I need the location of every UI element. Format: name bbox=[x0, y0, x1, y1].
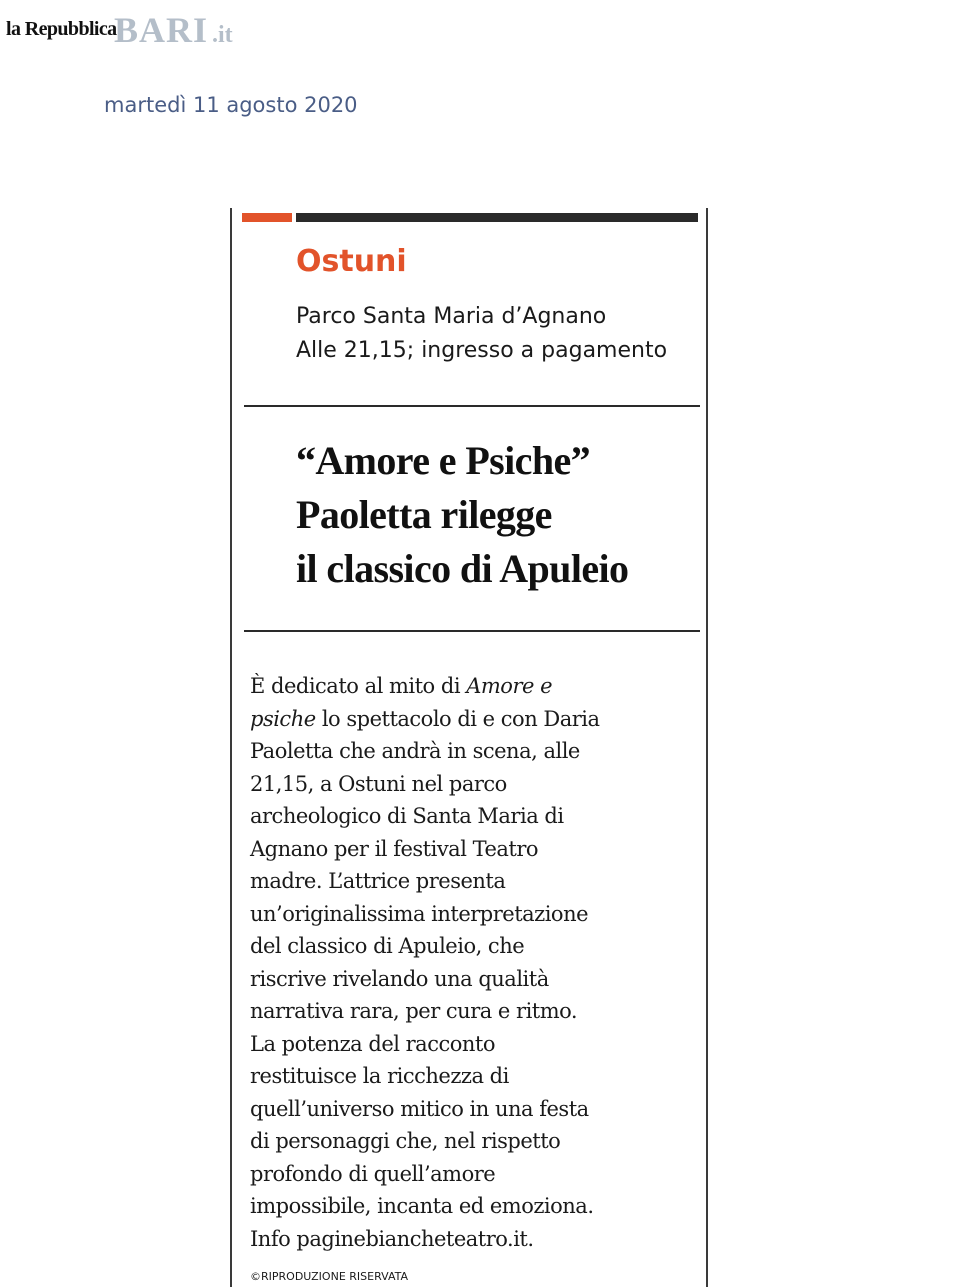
copyright-notice: ©RIPRODUZIONE RISERVATA bbox=[250, 1270, 409, 1283]
section-label: Ostuni bbox=[296, 244, 407, 279]
top-rule-bar bbox=[296, 213, 698, 222]
body-line: madre. L’attrice presenta bbox=[250, 869, 506, 893]
body-line: riscrive rivelando una qualità bbox=[250, 966, 549, 991]
body-line: impossibile, incanta ed emoziona. bbox=[250, 1194, 594, 1218]
masthead bbox=[6, 12, 266, 48]
body-line: Paoletta che andrà in scena, alle bbox=[250, 739, 580, 763]
clipping-left-rule bbox=[230, 208, 232, 1287]
body-line: un’originalissima interpretazione bbox=[250, 901, 589, 926]
headline-line: il classico di Apuleio bbox=[296, 546, 629, 591]
body-line: profondo di quell’amore bbox=[250, 1161, 496, 1186]
body-line: archeologico di Santa Maria di bbox=[250, 804, 564, 828]
body-text: lo spettacolo di e con Daria bbox=[315, 706, 600, 731]
event-time: Alle 21,15; ingresso a pagamento bbox=[296, 338, 668, 363]
body-line: 21,15, a Ostuni nel parco bbox=[250, 771, 507, 796]
event-info bbox=[296, 300, 667, 368]
headline bbox=[296, 434, 706, 596]
body-title-italic: Amore e bbox=[466, 674, 553, 698]
article-clipping bbox=[230, 208, 710, 1287]
body-line bbox=[250, 670, 706, 703]
body-line: Agnano per il festival Teatro bbox=[250, 836, 539, 861]
headline-line: “Amore e Psiche” bbox=[296, 438, 591, 483]
clipping-right-rule bbox=[706, 208, 708, 1287]
body-text: È dedicato al mito di bbox=[250, 674, 467, 698]
body-title-italic: psiche bbox=[250, 706, 316, 731]
body-line: quell’universo mitico in una festa bbox=[250, 1096, 589, 1121]
publication-date: martedì 11 agosto 2020 bbox=[104, 93, 358, 117]
masthead-domain-suffix: .it bbox=[212, 22, 233, 48]
article-body bbox=[250, 670, 706, 1255]
body-line: del classico di Apuleio, che bbox=[250, 934, 525, 958]
body-line: Info paginebiancheteatro.it. bbox=[250, 1226, 534, 1251]
body-line: di personaggi che, nel rispetto bbox=[250, 1129, 561, 1153]
body-line: restituisce la ricchezza di bbox=[250, 1064, 509, 1088]
divider-top bbox=[244, 405, 700, 407]
headline-line: Paoletta rilegge bbox=[296, 492, 552, 537]
masthead-paper-name: la Repubblica bbox=[6, 18, 117, 40]
section-color-bar bbox=[242, 213, 292, 222]
body-line: narrativa rara, per cura e ritmo. bbox=[250, 999, 578, 1023]
masthead-city: BARI bbox=[114, 10, 209, 50]
event-venue: Parco Santa Maria d’Agnano bbox=[296, 304, 607, 329]
divider-bottom bbox=[244, 630, 700, 632]
body-line: La potenza del racconto bbox=[250, 1031, 495, 1056]
body-line bbox=[250, 703, 706, 736]
